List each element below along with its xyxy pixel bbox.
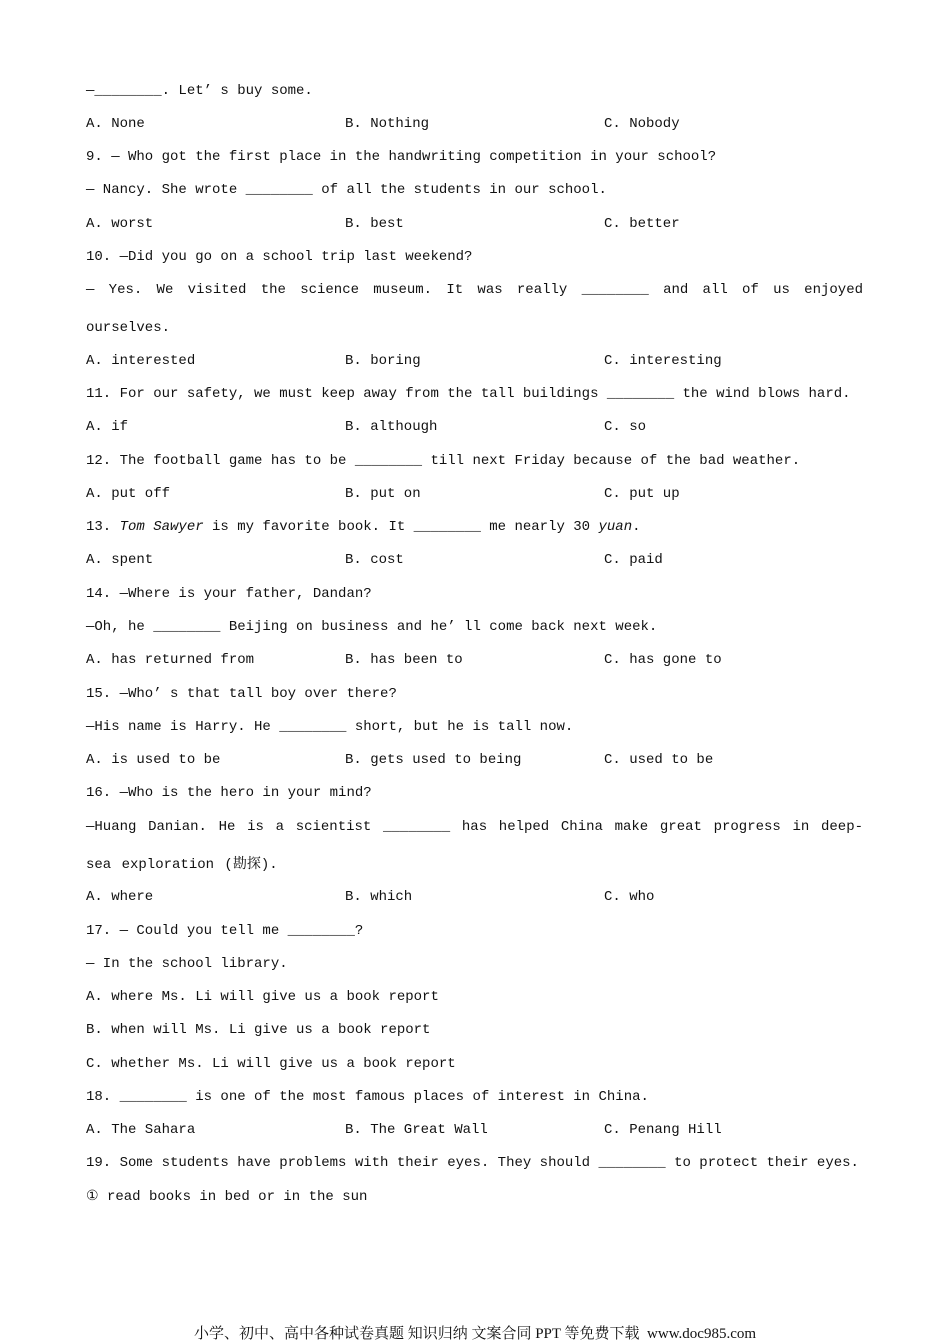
question-line: 17. — Could you tell me ________?: [86, 923, 364, 939]
answer-option: A. where: [86, 889, 154, 905]
answer-option: C. Nobody: [604, 116, 680, 132]
question-line: C. whether Ms. Li will give us a book report: [86, 1056, 456, 1072]
answer-option: A. interested: [86, 353, 196, 369]
text-segment: .: [632, 519, 641, 535]
question-line: 12. The football game has to be ________ till next Friday because of the bad weather.: [86, 453, 801, 469]
answer-option: C. better: [604, 216, 680, 232]
answer-option: B. which: [345, 889, 413, 905]
text-segment: 13.: [86, 519, 120, 535]
question-paragraph: — Yes. We visited the science museum. It was really ________ and all of us enjoyed ourselves.: [86, 282, 863, 336]
answer-option: A. is used to be: [86, 752, 221, 768]
question-line: 16. —Who is the hero in your mind?: [86, 785, 372, 801]
italic-text: yuan: [598, 519, 633, 535]
question-line: 15. —Who’ s that tall boy over there?: [86, 686, 397, 702]
answer-option: B. The Great Wall: [345, 1122, 488, 1138]
question-paragraph: —Huang Danian. He is a scientist ________ has helped China make great progress in deep-sea exploration (勘探).: [86, 819, 863, 873]
question-line: B. when will Ms. Li give us a book report: [86, 1022, 431, 1038]
question-line: [86, 517, 641, 537]
question-line: 10. —Did you go on a school trip last weekend?: [86, 249, 473, 265]
answer-option: C. put up: [604, 486, 680, 502]
answer-option: A. worst: [86, 216, 154, 232]
answer-option: C. paid: [604, 552, 663, 568]
question-line: 18. ________ is one of the most famous places of interest in China.: [86, 1089, 649, 1105]
text-segment: is my favorite book. It ________ me nearly 30: [203, 519, 599, 535]
answer-option: B. gets used to being: [345, 752, 522, 768]
question-line: 11. For our safety, we must keep away from the tall buildings ________ the wind blows hard.: [86, 386, 851, 402]
answer-option: B. although: [345, 419, 438, 435]
answer-option: B. best: [345, 216, 404, 232]
answer-option: B. boring: [345, 353, 421, 369]
question-line: ① read books in bed or in the sun: [86, 1189, 368, 1205]
answer-option: A. The Sahara: [86, 1122, 196, 1138]
answer-option: A. put off: [86, 486, 171, 502]
question-line: —________. Let’ s buy some.: [86, 83, 313, 99]
answer-option: B. Nothing: [345, 116, 430, 132]
question-line: 9. — Who got the first place in the handwriting competition in your school?: [86, 149, 717, 165]
footer-banner: 小学、初中、高中各种试卷真题 知识归纳 文案合同 PPT 等免费下载 www.doc985.com: [193, 1326, 757, 1342]
question-line: —Oh, he ________ Beijing on business and he’ ll come back next week.: [86, 619, 658, 635]
answer-option: C. used to be: [604, 752, 714, 768]
answer-option: B. has been to: [345, 652, 463, 668]
question-line: 14. —Where is your father, Dandan?: [86, 586, 372, 602]
answer-option: C. interesting: [604, 353, 722, 369]
answer-option: C. so: [604, 419, 647, 435]
answer-option: A. None: [86, 116, 145, 132]
answer-option: A. spent: [86, 552, 154, 568]
question-line: A. where Ms. Li will give us a book report: [86, 989, 439, 1005]
answer-option: C. Penang Hill: [604, 1122, 722, 1138]
answer-option: A. has returned from: [86, 652, 255, 668]
answer-option: B. cost: [345, 552, 404, 568]
italic-text: Tom Sawyer: [119, 519, 204, 535]
question-line: —His name is Harry. He ________ short, but he is tall now.: [86, 719, 574, 735]
question-line: — In the school library.: [86, 956, 288, 972]
answer-option: C. has gone to: [604, 652, 722, 668]
question-line: — Nancy. She wrote ________ of all the students in our school.: [86, 182, 607, 198]
answer-option: C. who: [604, 889, 655, 905]
answer-option: B. put on: [345, 486, 421, 502]
answer-option: A. if: [86, 419, 129, 435]
question-line: 19. Some students have problems with their eyes. They should ________ to protect their eyes.: [86, 1155, 859, 1171]
